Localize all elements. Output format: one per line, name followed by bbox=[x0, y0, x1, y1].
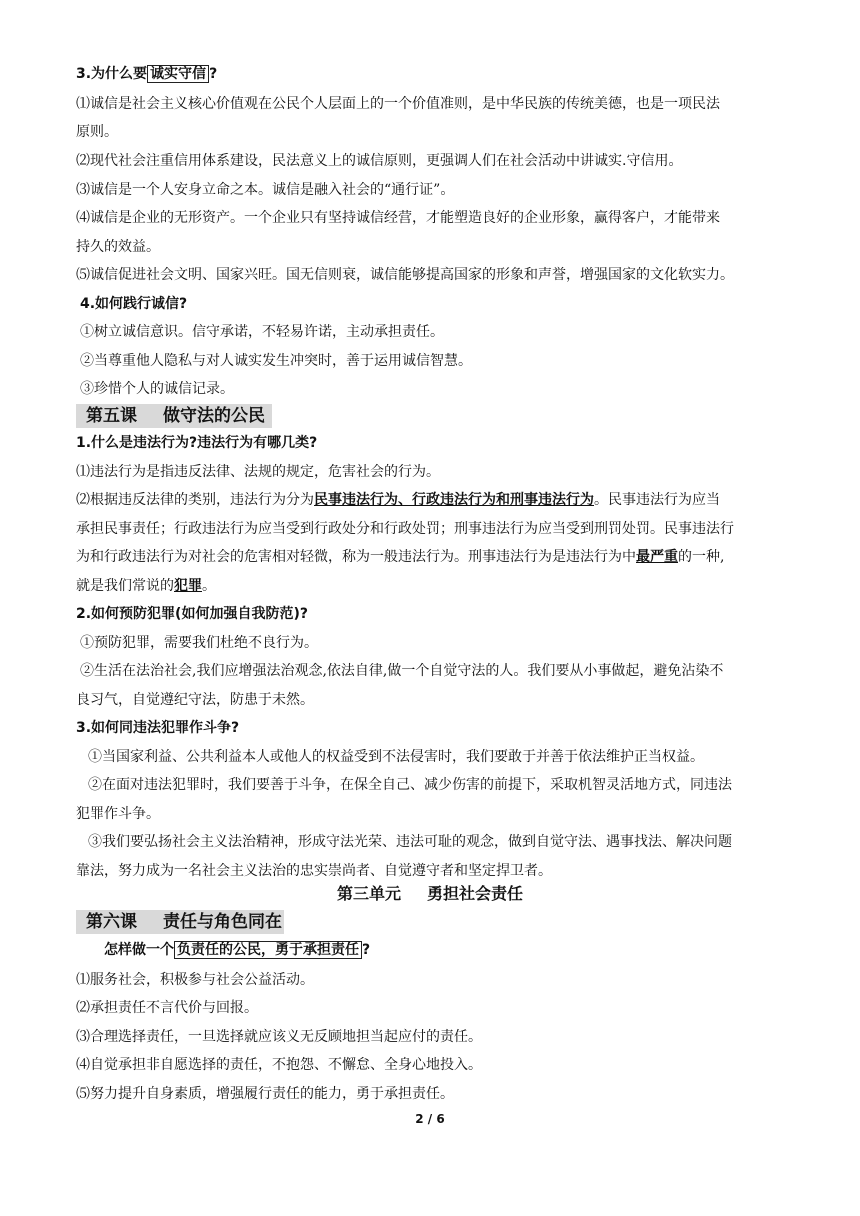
heading-text: 怎样做一个 bbox=[104, 942, 174, 958]
section-heading: 1.什么是违法行为?违法行为有哪几类? bbox=[76, 435, 318, 451]
list-item: 靠法，努力成为一名社会主义法治的忠实崇尚者、自觉遵守者和坚定捍卫者。 bbox=[76, 863, 552, 879]
paragraph: ⑸努力提升自身素质，增强履行责任的能力，勇于承担责任。 bbox=[76, 1086, 454, 1102]
paragraph: ⑷自觉承担非自愿选择的责任，不抱怨、不懈怠、全身心地投入。 bbox=[76, 1057, 482, 1073]
lesson-title-bar bbox=[76, 910, 284, 934]
paragraph: ⑷诚信是企业的无形资产。一个企业只有坚持诚信经营，才能塑造良好的企业形象，赢得客户，才能带来 bbox=[76, 210, 720, 226]
paragraph bbox=[76, 490, 720, 510]
lesson-number: 第五课 bbox=[86, 406, 137, 426]
heading-text: 3.为什么要 bbox=[76, 66, 148, 82]
section-heading bbox=[104, 940, 370, 960]
list-item: ③我们要弘扬社会主义法治精神，形成守法光荣、违法可耻的观念，做到自觉守法、遇事找法、解决问题 bbox=[88, 834, 732, 850]
lesson-title: 责任与角色同在 bbox=[163, 912, 282, 932]
unit-title bbox=[0, 883, 860, 905]
paragraph bbox=[76, 576, 216, 596]
text: 就是我们常说的 bbox=[76, 578, 174, 594]
text: 。民事违法行为应当 bbox=[594, 492, 720, 508]
paragraph: ⑵现代社会注重信用体系建设，民法意义上的诚信原则，更强调人们在社会活动中讲诚实.守信用。 bbox=[76, 153, 683, 169]
list-item: ①树立诚信意识。信守承诺，不轻易许诺，主动承担责任。 bbox=[80, 324, 444, 340]
page-number: 2 / 6 bbox=[415, 1112, 445, 1126]
boxed-keyword: 诚实守信 bbox=[147, 65, 209, 83]
underlined-keyword: 民事违法行为、行政违法行为和刑事违法行为 bbox=[314, 492, 594, 508]
paragraph: ⑴服务社会，积极参与社会公益活动。 bbox=[76, 972, 314, 988]
lesson-title-bar bbox=[76, 404, 272, 428]
list-item: ②生活在法治社会,我们应增强法治观念,依法自律,做一个自觉守法的人。我们要从小事做起，避免沾染不 bbox=[80, 663, 724, 679]
paragraph bbox=[76, 547, 724, 567]
list-item: ②当尊重他人隐私与对人诚实发生冲突时，善于运用诚信智慧。 bbox=[80, 353, 472, 369]
section-heading: 3.如何同违法犯罪作斗争? bbox=[76, 720, 240, 736]
lesson-title: 做守法的公民 bbox=[163, 406, 265, 426]
paragraph: 原则。 bbox=[76, 124, 118, 140]
section-heading: 2.如何预防犯罪(如何加强自我防范)? bbox=[76, 606, 308, 622]
underlined-keyword: 最严重 bbox=[636, 549, 678, 565]
list-item: ①当国家利益、公共利益本人或他人的权益受到不法侵害时，我们要敢于并善于依法维护正当权益。 bbox=[88, 749, 704, 765]
heading-text: ? bbox=[209, 66, 218, 82]
section-heading: 4.如何践行诚信? bbox=[80, 296, 188, 312]
paragraph: ⑵承担责任不言代价与回报。 bbox=[76, 1000, 258, 1016]
unit-number: 第三单元 bbox=[336, 884, 401, 903]
boxed-keyword: 负责任的公民，勇于承担责任 bbox=[174, 941, 362, 959]
list-item: 良习气，自觉遵纪守法，防患于未然。 bbox=[76, 692, 314, 708]
paragraph: 承担民事责任；行政违法行为应当受到行政处分和行政处罚；刑事违法行为应当受到刑罚处罚。民事违法行 bbox=[76, 521, 734, 537]
underlined-keyword: 犯罪 bbox=[174, 578, 202, 594]
unit-name: 勇担社会责任 bbox=[427, 884, 524, 903]
paragraph: ⑶合理选择责任，一旦选择就应该义无反顾地担当起应付的责任。 bbox=[76, 1029, 482, 1045]
paragraph: ⑴违法行为是指违反法律、法规的规定，危害社会的行为。 bbox=[76, 464, 440, 480]
paragraph: 持久的效益。 bbox=[76, 239, 160, 255]
text: 的一种, bbox=[678, 549, 725, 565]
lesson-number: 第六课 bbox=[86, 912, 137, 932]
list-item: ②在面对违法犯罪时，我们要善于斗争，在保全自己、减少伤害的前提下，采取机智灵活地方式，同违法 bbox=[88, 777, 732, 793]
section-heading bbox=[76, 64, 217, 84]
list-item: ③珍惜个人的诚信记录。 bbox=[80, 381, 234, 397]
text: 为和行政违法行为对社会的危害相对轻微，称为一般违法行为。刑事违法行为是违法行为中 bbox=[76, 549, 636, 565]
text: ⑵根据违反法律的类别，违法行为分为 bbox=[76, 492, 314, 508]
text: 。 bbox=[202, 578, 216, 594]
list-item: ①预防犯罪，需要我们杜绝不良行为。 bbox=[80, 635, 318, 651]
paragraph: ⑶诚信是一个人安身立命之本。诚信是融入社会的“通行证”。 bbox=[76, 182, 455, 198]
paragraph: ⑴诚信是社会主义核心价值观在公民个人层面上的一个价值准则，是中华民族的传统美德，也是一项民法 bbox=[76, 96, 720, 112]
paragraph: ⑸诚信促进社会文明、国家兴旺。国无信则衰，诚信能够提高国家的形象和声誉，增强国家的文化软实力。 bbox=[76, 267, 734, 283]
heading-text: ? bbox=[362, 942, 371, 958]
list-item: 犯罪作斗争。 bbox=[76, 806, 160, 822]
